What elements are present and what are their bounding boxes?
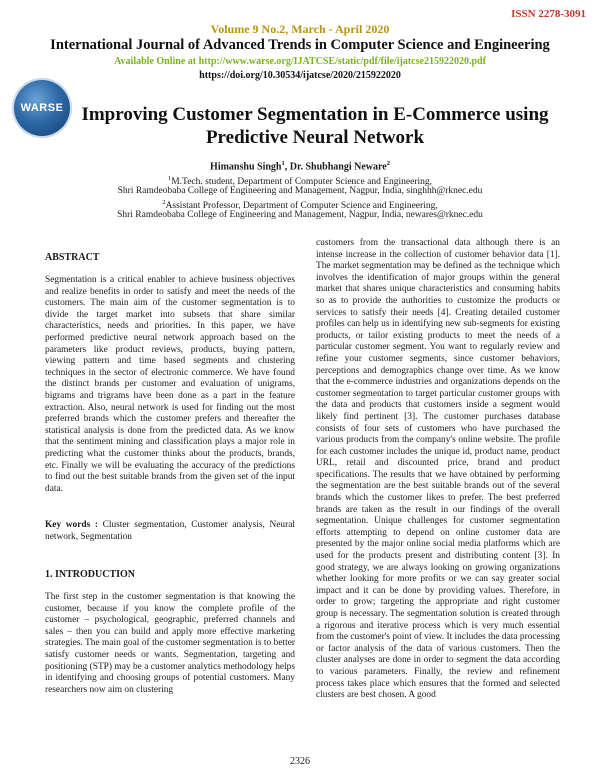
journal-title: International Journal of Advanced Trends in Computer Science and Engineering [50, 37, 550, 53]
affiliation-1-sup: 1 [167, 175, 172, 182]
keywords-label: Key words : [45, 520, 98, 530]
author-separator: , [284, 161, 290, 173]
keywords [45, 520, 295, 543]
author-line [0, 160, 600, 172]
logo-text: WARSE [20, 102, 64, 114]
abstract-heading [45, 252, 295, 265]
keywords-text: Cluster segmentation, Customer analysis, Neural network, Segmentation [45, 520, 295, 542]
author-2: Dr. Shubhangi Neware [289, 161, 387, 173]
author-2-sup: 2 [386, 160, 390, 167]
page-number: 2326 [290, 756, 310, 767]
affiliation-2-line-2: Shri Ramdeobaba College of Engineering and Management, Nagpur, India, newares@rknec.edu [117, 210, 483, 220]
volume-line: Volume 9 No.2, March - April 2020 [210, 22, 390, 36]
abstract-heading-text: ABSTRACT [45, 252, 100, 263]
introduction-body: The first step in the customer segmentation is that knowing the customer, because if you know the complete profile of the customer – psychological, geographic, preferred channels and sales – then you can build and apply more effective marketing strategies. The main goal of the customer segmentation is to better satisfy customer needs or wants. Segmentation, targeting and positioning (STP) may be a customer analytics methodology helps in identifying and choosing groups of potential customers. Many researchers now aim on clustering [45, 592, 295, 695]
author-1-sup: 1 [281, 160, 285, 167]
paper-title-line-2: Predictive Neural Network [205, 127, 425, 148]
abstract-body: Segmentation is a critical enabler to achieve business objectives and realize benefits in order to satisfy and meet the needs of the customers. The main aim of the customer segmentation is to divide the target market into subsets that share similar characteristics, needs and priorities. In this paper, we have performed predictive neural network approach based on the parameters like product reviews, products, buying pattern, viewing pattern and time based segments and clustering techniques in the sector of electronic commerce. We have found the distinct brands per customer and evaluation of unigrams, bigrams and trigrams have been done as a part in the feature extraction. Also, neural network is used for finding out the most preferred brands which the customer prefers and thereafter the statistical analysis is done from the predicted data. As we know that the sentiment mining and classification plays a major role in predicting what the customer thinks about the products, brands, etc. Finally we will be evaluating the accuracy of the predictions to find out the best suitable brands from the given set of the input data. [45, 275, 295, 494]
introduction-heading [45, 569, 295, 582]
doi-link[interactable]: https://doi.org/10.30534/ijatcse/2020/215922020 [199, 70, 401, 81]
warse-logo [14, 80, 70, 136]
affiliation-1-text: M.Tech. student, Department of Computer Science and Engineering, [171, 177, 433, 188]
paper-title [80, 103, 550, 149]
right-column-body: customers from the transactional data although there is an intense increase in the collection of customer behavior data [1]. The market segmentation may be defined as the technique which involves the identification of major groups within the general market that shares unique characteristics and consuming habits so as to provide the authorities to customize the products or services to satisfy their needs [4]. Creating detailed customer profiles can help us in identifying new sub-segments for existing products, or tailor existing products to meet the needs of a particular customer segment. You want to regularly review and refine your customer segments, since customer behaviors, perceptions and demographics change over time. As we know that the e-commerce industries and organizations depends on the customer segmentation to target particular customer groups with the data and products that customers inside a segment would likely find pertinent [3]. The customer purchases database consists of four sets of customers who have purchased the various products from the company's online website. The profile for each customer includes the unique id, product name, product URL, retail and discounted price, brand and product specifications. The results that we have obtained by performing the segmentation are the best suitable brands out of the several brands which the customer likes to prefer. The best preferred brands are taken as the result in our findings of the overall segmentation. Unique challenges for customer segmentation efforts attempting to depend on online customer data are presented by the major online social media platforms which are used for the products present and distributing content [3]. In good strategy, we are always looking on growing organizations whether looking for more profits or we can say greater social impact and it can be done by providing values. Therefore, in order to grow; targeting the appropriate and right customer group is necessary. The segmentation solution is created through a rigorous and iterative process which is very much essential from the customer's point of view. It includes the data processing or factor analysis of the data of various customers. Then the cluster analyses are done in order to segment the data according to various parameters. Finally, the review and refinement process takes place which ensures that the formed and selected clusters are best chosen. A good [316, 238, 560, 701]
author-1: Himanshu Singh [210, 161, 282, 173]
affiliation-2-text: Assistant Professor, Department of Computer Science and Engineering, [165, 201, 438, 212]
affiliation-1-line-2: Shri Ramdeobaba College of Engineering and Management, Nagpur, India, singhhh@rknec.edu [117, 186, 483, 196]
available-online-link[interactable]: Available Online at http://www.warse.org/IJATCSE/static/pdf/file/ijatcse215922020.pdf [114, 56, 486, 67]
issn-label: ISSN 2278-3091 [511, 8, 586, 20]
introduction-heading-text: 1. INTRODUCTION [45, 569, 136, 580]
paper-title-line-1: Improving Customer Segmentation in E-Commerce using [81, 104, 549, 125]
affiliation-2-sup: 2 [162, 199, 166, 206]
